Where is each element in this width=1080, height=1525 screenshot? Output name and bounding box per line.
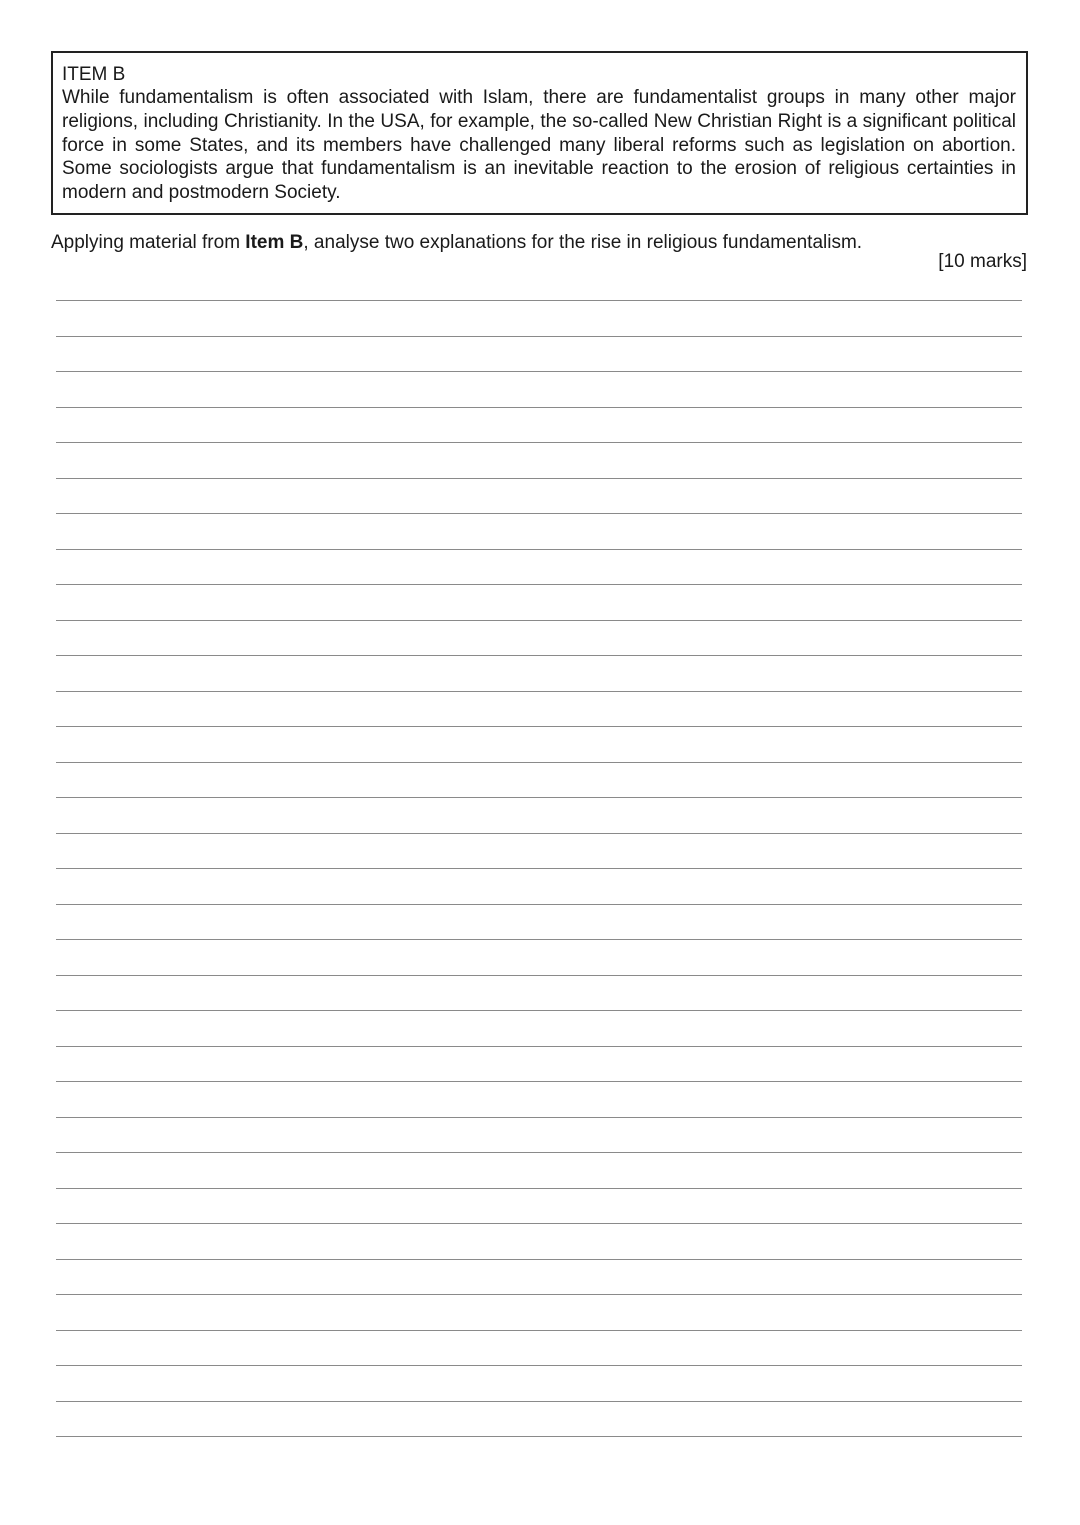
answer-line[interactable] [56,904,1022,905]
answer-line[interactable] [56,1401,1022,1402]
answer-line[interactable] [56,336,1022,337]
answer-line[interactable] [56,762,1022,763]
answer-line[interactable] [56,1188,1022,1189]
answer-line[interactable] [56,1152,1022,1153]
question-bold-ref: Item B [245,232,304,253]
item-title: ITEM B [62,64,126,85]
answer-line[interactable] [56,833,1022,834]
answer-line[interactable] [56,513,1022,514]
answer-line[interactable] [56,1294,1022,1295]
answer-line[interactable] [56,1046,1022,1047]
answer-line[interactable] [56,797,1022,798]
item-text: While fundamentalism is often associated with Islam, there are fundamentalist groups in many other major religions, including Christianity. In the USA, for example, the so-called New Christian Right is a significant political force in some States, and its members have challenged many liberal reforms such as legislation on abortion. Some sociologists argue that fundamentalism is an inevitable reaction to the erosion of religious certainties in modern and postmodern Society. [62,87,1016,204]
answer-line[interactable] [56,1223,1022,1224]
answer-line[interactable] [56,1010,1022,1011]
question-suffix: , analyse two explanations for the rise in religious fundamentalism. [303,232,863,253]
answer-line[interactable] [56,655,1022,656]
answer-line[interactable] [56,407,1022,408]
answer-line[interactable] [56,1081,1022,1082]
answer-line[interactable] [56,691,1022,692]
answer-line[interactable] [56,1117,1022,1118]
answer-line[interactable] [56,939,1022,940]
answer-line[interactable] [56,584,1022,585]
marks-label: [10 marks] [938,251,1027,272]
answer-line[interactable] [56,1259,1022,1260]
answer-line[interactable] [56,1365,1022,1366]
answer-line[interactable] [56,549,1022,550]
answer-line[interactable] [56,371,1022,372]
answer-lines-area[interactable] [56,0,1022,1525]
answer-line[interactable] [56,1436,1022,1437]
answer-line[interactable] [56,868,1022,869]
question-prefix: Applying material from [51,232,246,253]
answer-line[interactable] [56,726,1022,727]
answer-line[interactable] [56,975,1022,976]
answer-line[interactable] [56,1330,1022,1331]
answer-line[interactable] [56,442,1022,443]
answer-line[interactable] [56,300,1022,301]
answer-line[interactable] [56,620,1022,621]
answer-line[interactable] [56,478,1022,479]
